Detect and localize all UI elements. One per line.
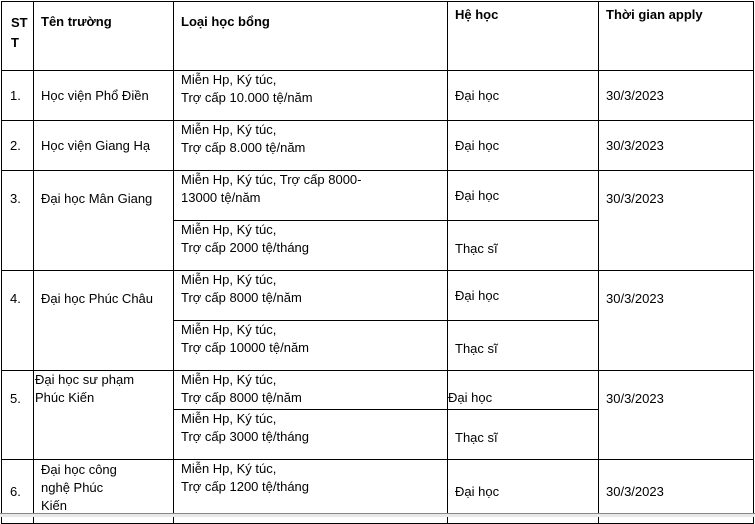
- header-level: Hệ học: [448, 2, 599, 71]
- scholarship-cell: Miễn Hp, Ký túc, Trợ cấp 2000 tệ/tháng: [174, 221, 448, 271]
- scholarship-cell: Miễn Hp, Ký túc, Trợ cấp 10000 tệ/năm: [174, 321, 448, 371]
- school-cell: Đại học Mân Giang: [34, 171, 174, 271]
- stt-cell: 1.: [2, 71, 34, 121]
- stt-cell: 4.: [2, 271, 34, 371]
- level-cell: Thạc sĩ: [448, 221, 599, 271]
- level-cell: Đại học: [448, 371, 599, 410]
- deadline-cell: 30/3/2023: [599, 71, 754, 121]
- scholarship-cell: Miễn Hp, Ký túc, Trợ cấp 8000- 13000 tệ/năm: [174, 171, 448, 221]
- header-row: [2, 2, 754, 71]
- page-bottom-edge: [0, 513, 755, 517]
- stt-cell: 2.: [2, 121, 34, 171]
- table-row: [2, 71, 754, 121]
- table-row: [2, 171, 754, 221]
- stt-cell: 6.: [2, 460, 34, 524]
- header-scholarship: Loại học bổng: [174, 2, 448, 71]
- scholarship-table: [1, 1, 754, 524]
- level-cell: Đại học: [448, 171, 599, 221]
- scholarship-cell: Miễn Hp, Ký túc, Trợ cấp 1200 tệ/tháng: [174, 460, 448, 524]
- table-row: [2, 121, 754, 171]
- scholarship-cell: Miễn Hp, Ký túc, Trợ cấp 8000 tệ/năm: [174, 271, 448, 321]
- deadline-cell: 30/3/2023: [599, 121, 754, 171]
- scholarship-cell: Miễn Hp, Ký túc, Trợ cấp 8000 tệ/năm: [174, 371, 448, 410]
- school-cell: Học viện Giang Hạ: [34, 121, 174, 171]
- deadline-cell: 30/3/2023: [599, 371, 754, 460]
- scholarship-cell: Miễn Hp, Ký túc, Trợ cấp 8.000 tệ/năm: [174, 121, 448, 171]
- header-school: Tên trường: [34, 2, 174, 71]
- level-cell: Đại học: [448, 71, 599, 121]
- scholarship-cell: Miễn Hp, Ký túc, Trợ cấp 3000 tệ/tháng: [174, 410, 448, 460]
- stt-cell: 3.: [2, 171, 34, 271]
- level-cell: Đại học: [448, 121, 599, 171]
- deadline-cell: 30/3/2023: [599, 171, 754, 271]
- level-cell: Thạc sĩ: [448, 321, 599, 371]
- school-cell: Đại học sư phạm Phúc Kiến: [34, 371, 174, 460]
- header-stt: ST T: [2, 2, 34, 71]
- deadline-cell: 30/3/2023: [599, 460, 754, 524]
- deadline-cell: 30/3/2023: [599, 271, 754, 371]
- school-cell: Đại học Phúc Châu: [34, 271, 174, 371]
- header-deadline: Thời gian apply: [599, 2, 754, 71]
- table-row: [2, 371, 754, 410]
- school-cell: Học viện Phổ Điền: [34, 71, 174, 121]
- table-row: [2, 271, 754, 321]
- level-cell: Đại học: [448, 460, 599, 524]
- stt-cell: 5.: [2, 371, 34, 460]
- level-cell: Đại học: [448, 271, 599, 321]
- level-cell: Thạc sĩ: [448, 410, 599, 460]
- scholarship-cell: Miễn Hp, Ký túc, Trợ cấp 10.000 tệ/năm: [174, 71, 448, 121]
- school-cell: Đại học công nghệ Phúc Kiến: [34, 460, 174, 524]
